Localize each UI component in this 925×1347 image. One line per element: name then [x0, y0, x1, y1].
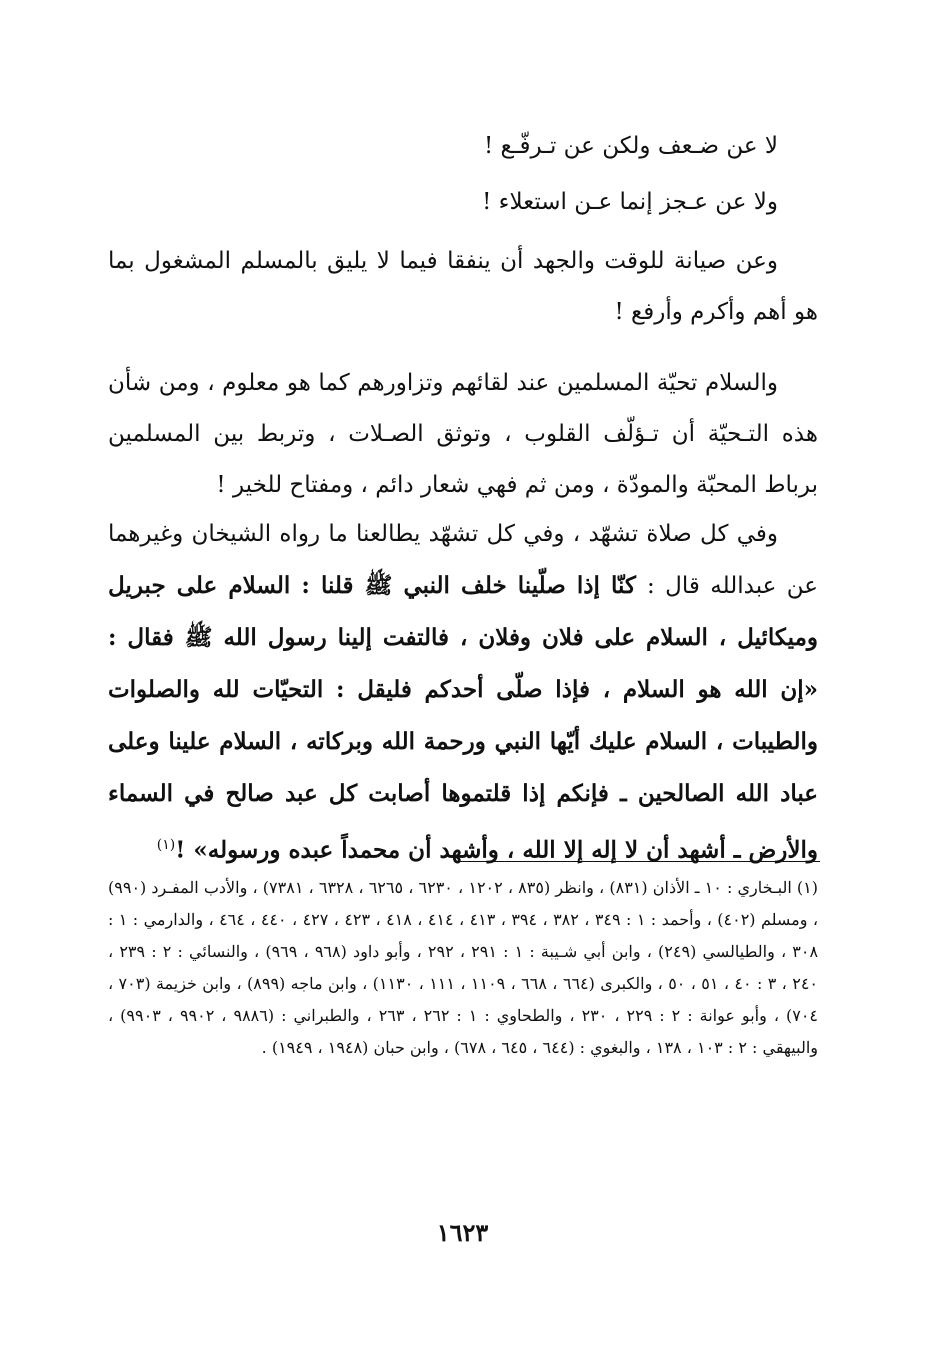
paragraph-1: وعن صيانة للوقت والجهد أن ينفقا فيما لا يليق بالمسلم المشغول بما هو أهم وأكرم وأرفع !	[108, 248, 818, 325]
poem-line-1: لا عن ضـعف ولكن عن تـرفّـع !	[484, 133, 778, 159]
hadith-paragraph	[108, 509, 818, 877]
footnotes	[108, 872, 818, 1064]
page-number: ١٦٢٣	[436, 1218, 489, 1247]
poem-line-2: ولا عن عـجز إنما عـن استعلاء !	[482, 189, 778, 215]
footnote-divider	[458, 861, 820, 862]
footnote-1: (١) البـخاري : ١٠ ـ الأذان (٨٣١) ، وانظر (٨٣٥ ، ١٢٠٢ ، ٦٢٣٠ ، ٦٢٦٥ ، ٦٣٢٨ ، ٧٣٨١) ، والأدب المفـرد (٩٩٠) ، ومسلم (٤٠٢) ، وأحمد : ١ : ٣٤٩ ، ٣٨٢ ، ٣٩٤ ، ٤١٣ ، ٤١٤ ، ٤١٨ ، ٤٢٣ ، ٤٢٧ ، ٤٤٠ ، ٤٦٤ ، والدارمي : ١ : ٣٠٨ ، والطيالسي (٢٤٩) ، وابن أبي شـيبة : ١ : ٢٩١ ، ٢٩٢ ، وأبو داود (٩٦٨ ، ٩٦٩) ، والنسائي : ٢ : ٢٣٩ ، ٢٤٠ ، ٣ : ٤٠ ، ٥١ ، ٥٠ ، والكبرى (٦٦٤ ، ٦٦٨ ، ١١٠٩ ، ١١١ ، ١١٣٠) ، وابن ماجه (٨٩٩) ، وابن خزيمة (٧٠٣ ، ٧٠٤) ، وأبو عوانة : ٢ : ٢٢٩ ، ٢٣٠ ، والطحاوي : ١ : ٢٦٢ ، ٢٦٣ ، والطبراني : (٩٨٨٦ ، ٩٩٠٢ ، ٩٩٠٣) ، والبيهقي : ٢ : ١٠٣ ، ١٣٨ ، والبغوي : (٦٤٤ ، ٦٤٥ ، ٦٧٨) ، وابن حبان (١٩٤٨ ، ١٩٤٩) .	[108, 878, 819, 1057]
footnote-marker[interactable]: (١)	[156, 837, 176, 853]
hadith-body: كنّا إذا صلّينا خلف النبي ﷺ قلنا : السلام على جبريل وميكائيل ، السلام على فلان وفلان ، فالتفت إلينا رسول الله ﷺ فقال : «إن الله هو السلام ، فإذا صلّى أحدكم فليقل : التحيّات لله والصلوات والطيبات ، السلام عليك أيّها النبي ورحمة الله وبركاته ، السلام علينا وعلى عباد الله الصالحين ـ فإنكم إذا قلتموها أصابت كل عبد صالح في السماء والأرض ـ أشهد أن لا إله إلا الله ، وأشهد أن محمداً عبده ورسوله» !	[108, 572, 818, 864]
hadith-intro: وفي كل صلاة تشهّد ، وفي كل تشهّد يطالعنا ما رواه الشيخان وغيرهما عن عبدالله قال :	[108, 521, 818, 599]
main-text	[108, 118, 818, 511]
paragraph-2: والسلام تحيّة المسلمين عند لقائهم وتزاورهم كما هو معلوم ، ومن شأن هذه التـحيّة أن تـؤلّف القلوب ، وتوثق الصـلات ، وتربط بين المسلمين برباط المحبّة والمودّة ، ومن ثم فهي شعار دائم ، ومفتاح للخير !	[108, 370, 818, 498]
hadith-text	[108, 509, 818, 877]
